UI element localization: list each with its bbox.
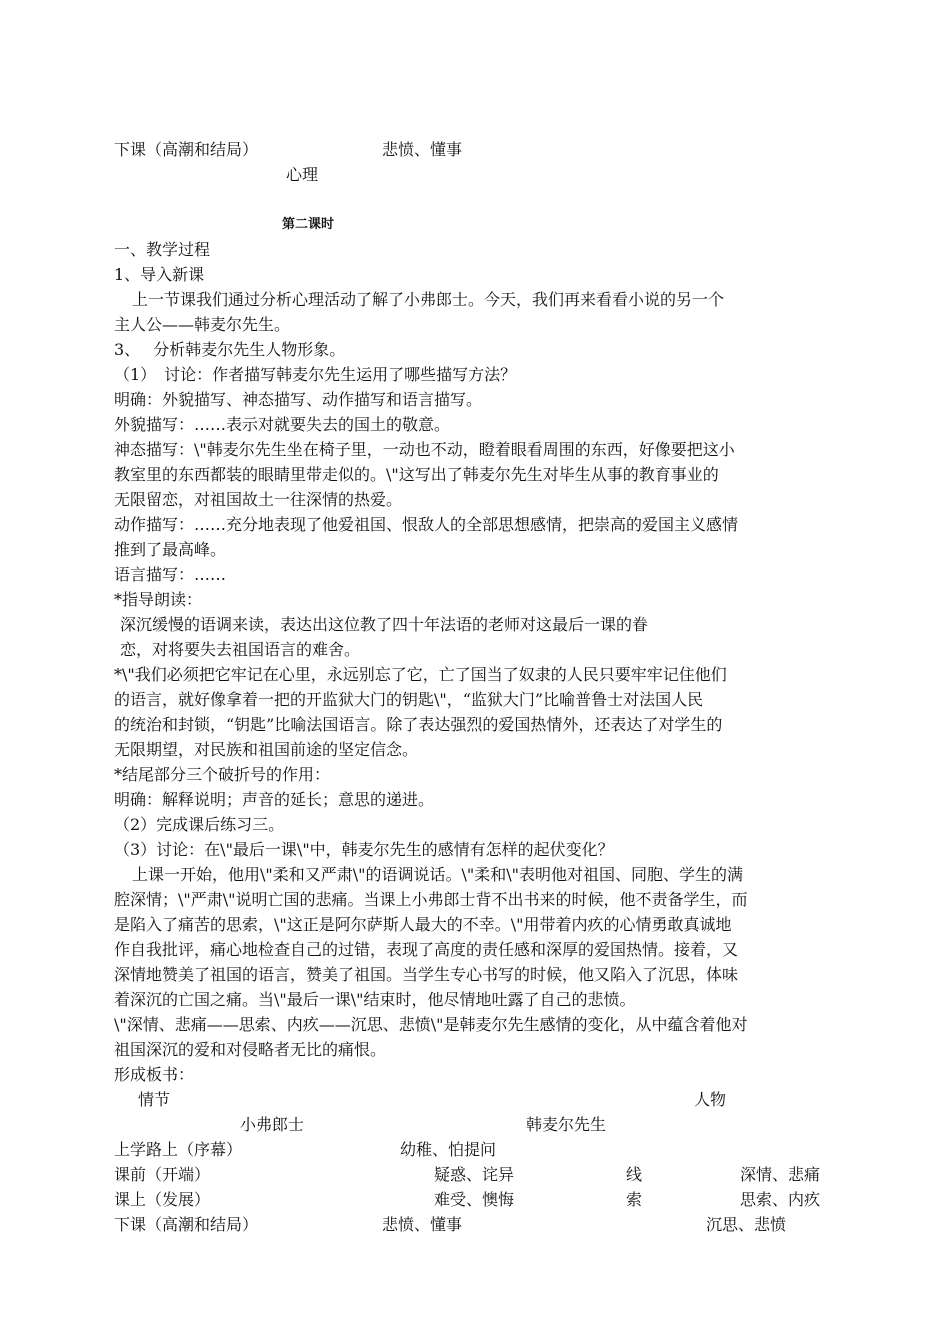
body-line: （2）完成课后练习三。 — [114, 815, 285, 834]
body-line: 语言描写：…… — [114, 565, 227, 584]
body-line: 作自我批评，痛心地检查自己的过错，表现了高度的责任感和深厚的爱国热情。接着，又 — [114, 940, 739, 959]
body-line: 深沉缓慢的语调来读，表达出这位教了四十年法语的老师对这最后一课的眷 — [120, 615, 649, 634]
body-line: 1、导入新课 — [114, 265, 205, 284]
body-line: 形成板书： — [114, 1065, 195, 1084]
body-line: 恋，对将要失去祖国语言的难舍。 — [120, 640, 361, 659]
board-row3-line: 索 — [626, 1190, 643, 1209]
body-line: 上课一开始，他用\"柔和又严肃\"的语调说话。\"柔和\"表明他对祖国、同胞、学生的满 — [132, 865, 744, 884]
board-name-right: 韩麦尔先生 — [526, 1115, 607, 1134]
body-line: 主人公——韩麦尔先生。 — [114, 315, 291, 334]
board-name-left: 小弗郎士 — [240, 1115, 305, 1134]
top-row1-left: 下课（高潮和结局） — [114, 140, 259, 159]
body-line: 祖国深沉的爱和对侵略者无比的痛恨。 — [114, 1040, 387, 1059]
body-line: 推到了最高峰。 — [114, 540, 227, 559]
body-line: 神态描写：\"韩麦尔先生坐在椅子里，一动也不动，瞪着眼看周围的东西，好像要把这小 — [114, 440, 735, 459]
board-row4-left: 下课（高潮和结局） — [114, 1215, 259, 1234]
board-people-label: 人物 — [694, 1090, 727, 1109]
board-row1-mid: 幼稚、怕提问 — [400, 1140, 497, 1159]
board-row1-left: 上学路上（序幕） — [114, 1140, 243, 1159]
board-row3-left: 课上（发展） — [114, 1190, 211, 1209]
body-line: 腔深情；\"严肃\"说明亡国的悲痛。当课上小弗郎士背不出书来的时候，他不责备学生，而 — [114, 890, 748, 909]
body-line: 无限期望，对民族和祖国前途的坚定信念。 — [114, 740, 419, 759]
body-line: （1） 讨论：作者描写韩麦尔先生运用了哪些描写方法？ — [114, 365, 517, 384]
body-line: *\"我们必须把它牢记在心里，永远别忘了它，亡了国当了奴隶的人民只要牢牢记住他们 — [114, 665, 727, 684]
body-line: 着深沉的亡国之痛。当\"最后一课\"结束时，他尽情地吐露了自己的悲愤。 — [114, 990, 636, 1009]
body-line: 明确：外貌描写、神态描写、动作描写和语言描写。 — [114, 390, 483, 409]
body-line: 教室里的东西都装的眼睛里带走似的。\"这写出了韩麦尔先生对毕生从事的教育事业的 — [114, 465, 719, 484]
body-line: *结尾部分三个破折号的作用： — [114, 765, 331, 784]
body-line: （3）讨论：在\"最后一课\"中，韩麦尔先生的感情有怎样的起伏变化？ — [114, 840, 614, 859]
body-line: *指导朗读： — [114, 590, 203, 609]
board-row4-mid: 悲愤、懂事 — [382, 1215, 463, 1234]
body-line: 无限留恋，对祖国故土一往深情的热爱。 — [114, 490, 403, 509]
top-row1-mid: 悲愤、懂事 — [382, 140, 463, 159]
section-title: 第二课时 — [282, 217, 335, 232]
board-row2-left: 课前（开端） — [114, 1165, 211, 1184]
board-row3-mid: 难受、懊悔 — [434, 1190, 515, 1209]
body-line: 的统治和封锁，“钥匙”比喻法国语言。除了表达强烈的爱国热情外，还表达了对学生的 — [114, 715, 723, 734]
body-line: 一、教学过程 — [114, 240, 211, 259]
body-line: 外貌描写：……表示对就要失去的国土的敬意。 — [114, 415, 451, 434]
body-line: 上一节课我们通过分析心理活动了解了小弗郎士。今天，我们再来看看小说的另一个 — [132, 290, 725, 309]
board-row3-right: 思索、内疚 — [740, 1190, 821, 1209]
board-plot-label: 情节 — [138, 1090, 171, 1109]
board-row2-right: 深情、悲痛 — [740, 1165, 821, 1184]
body-line: 明确：解释说明；声音的延长；意思的递进。 — [114, 790, 435, 809]
body-line: 深情地赞美了祖国的语言，赞美了祖国。当学生专心书写的时候，他又陷入了沉思，体味 — [114, 965, 739, 984]
body-line: 动作描写：……充分地表现了他爱祖国、恨敌人的全部思想感情，把崇高的爱国主义感情 — [114, 515, 739, 534]
body-line: \"深情、悲痛——思索、内疚——沉思、悲愤\"是韩麦尔先生感情的变化，从中蕴含着他对 — [114, 1015, 748, 1034]
board-row2-mid: 疑惑、诧异 — [434, 1165, 515, 1184]
board-row4-right: 沉思、悲愤 — [706, 1215, 787, 1234]
board-row2-line: 线 — [626, 1165, 643, 1184]
body-line: 3、 分析韩麦尔先生人物形象。 — [114, 340, 346, 359]
top-row2: 心理 — [286, 165, 319, 184]
body-line: 是陷入了痛苦的思索，\"这正是阿尔萨斯人最大的不幸。\"用带着内疚的心情勇敢真诚地 — [114, 915, 732, 934]
body-line: 的语言，就好像拿着一把的开监狱大门的钥匙\"，“监狱大门”比喻普鲁士对法国人民 — [114, 690, 704, 709]
